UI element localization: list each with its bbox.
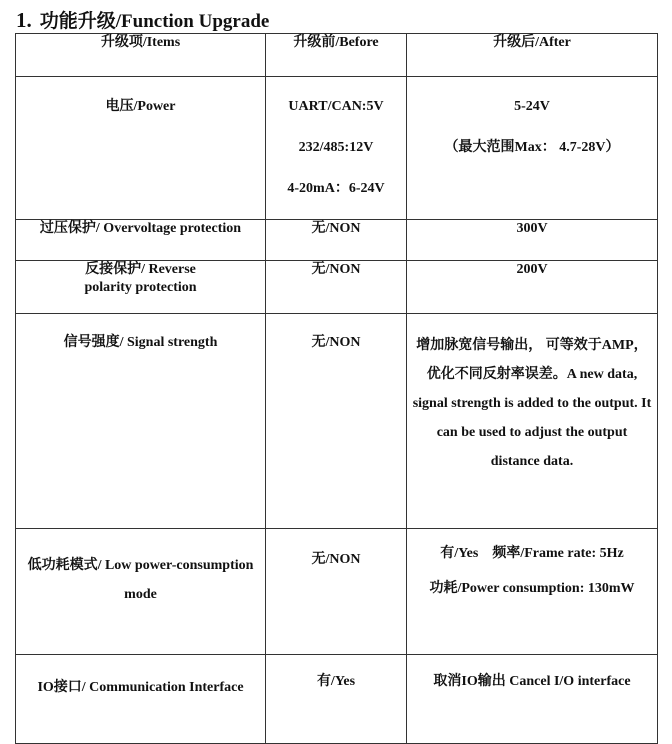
cell-before — [266, 77, 407, 220]
after-line: 5-24V — [514, 99, 550, 114]
cell-before: 无/NON — [266, 314, 407, 529]
cell-after — [407, 529, 658, 655]
after-line: （最大范围Max： 4.7-28V） — [444, 140, 620, 155]
table-row-overvoltage — [16, 220, 658, 261]
item-line: 反接保护/ Reverse — [85, 262, 196, 277]
header-before: 升级前/Before — [266, 34, 407, 77]
cell-after: 300V — [407, 220, 658, 261]
table-row-low-power — [16, 529, 658, 655]
cell-item: 信号强度/ Signal strength — [16, 314, 266, 529]
cell-after: 200V — [407, 261, 658, 314]
before-line: 232/485:12V — [298, 140, 374, 155]
support-value: 有/Yes — [440, 546, 479, 561]
cell-item: 过压保护/ Overvoltage protection — [16, 220, 266, 261]
table-row-power — [16, 77, 658, 220]
header-after: 升级后/After — [407, 34, 658, 77]
cell-before: 无/NON — [266, 529, 407, 655]
after-line — [411, 543, 653, 576]
before-line: UART/CAN:5V — [288, 99, 384, 114]
cell-after: 取消IO输出 Cancel I/O interface — [407, 655, 658, 744]
section-heading — [16, 6, 269, 34]
table-row-io-interface — [16, 655, 658, 744]
cell-after — [407, 77, 658, 220]
cell-before: 无/NON — [266, 220, 407, 261]
section-number: 1. — [16, 8, 32, 32]
cell-after: 增加脉宽信号输出， 可等效于AMP，优化不同反射率误差。A new data, signal strength is added to the output. It can be used to adjust the output distance data. — [407, 314, 658, 529]
cell-before: 无/NON — [266, 261, 407, 314]
cell-item: IO接口/ Communication Interface — [16, 655, 266, 744]
upgrade-table — [15, 33, 658, 744]
item-line: polarity protection — [84, 280, 197, 295]
table-row-reverse-polarity — [16, 261, 658, 314]
cell-before: 有/Yes — [266, 655, 407, 744]
frame-rate-value: 频率/Frame rate: 5Hz — [492, 546, 624, 561]
table-row-signal-strength — [16, 314, 658, 529]
header-items: 升级项/Items — [16, 34, 266, 77]
power-consumption-value: 功耗/Power consumption: 130mW — [429, 581, 635, 596]
section-title: 功能升级/Function Upgrade — [39, 11, 270, 32]
table-header-row — [16, 34, 658, 77]
cell-item: 电压/Power — [16, 77, 266, 220]
before-line: 4-20mA：6-24V — [287, 181, 385, 196]
cell-item: 低功耗模式/ Low power-consumption mode — [16, 529, 266, 655]
cell-item — [16, 261, 266, 314]
